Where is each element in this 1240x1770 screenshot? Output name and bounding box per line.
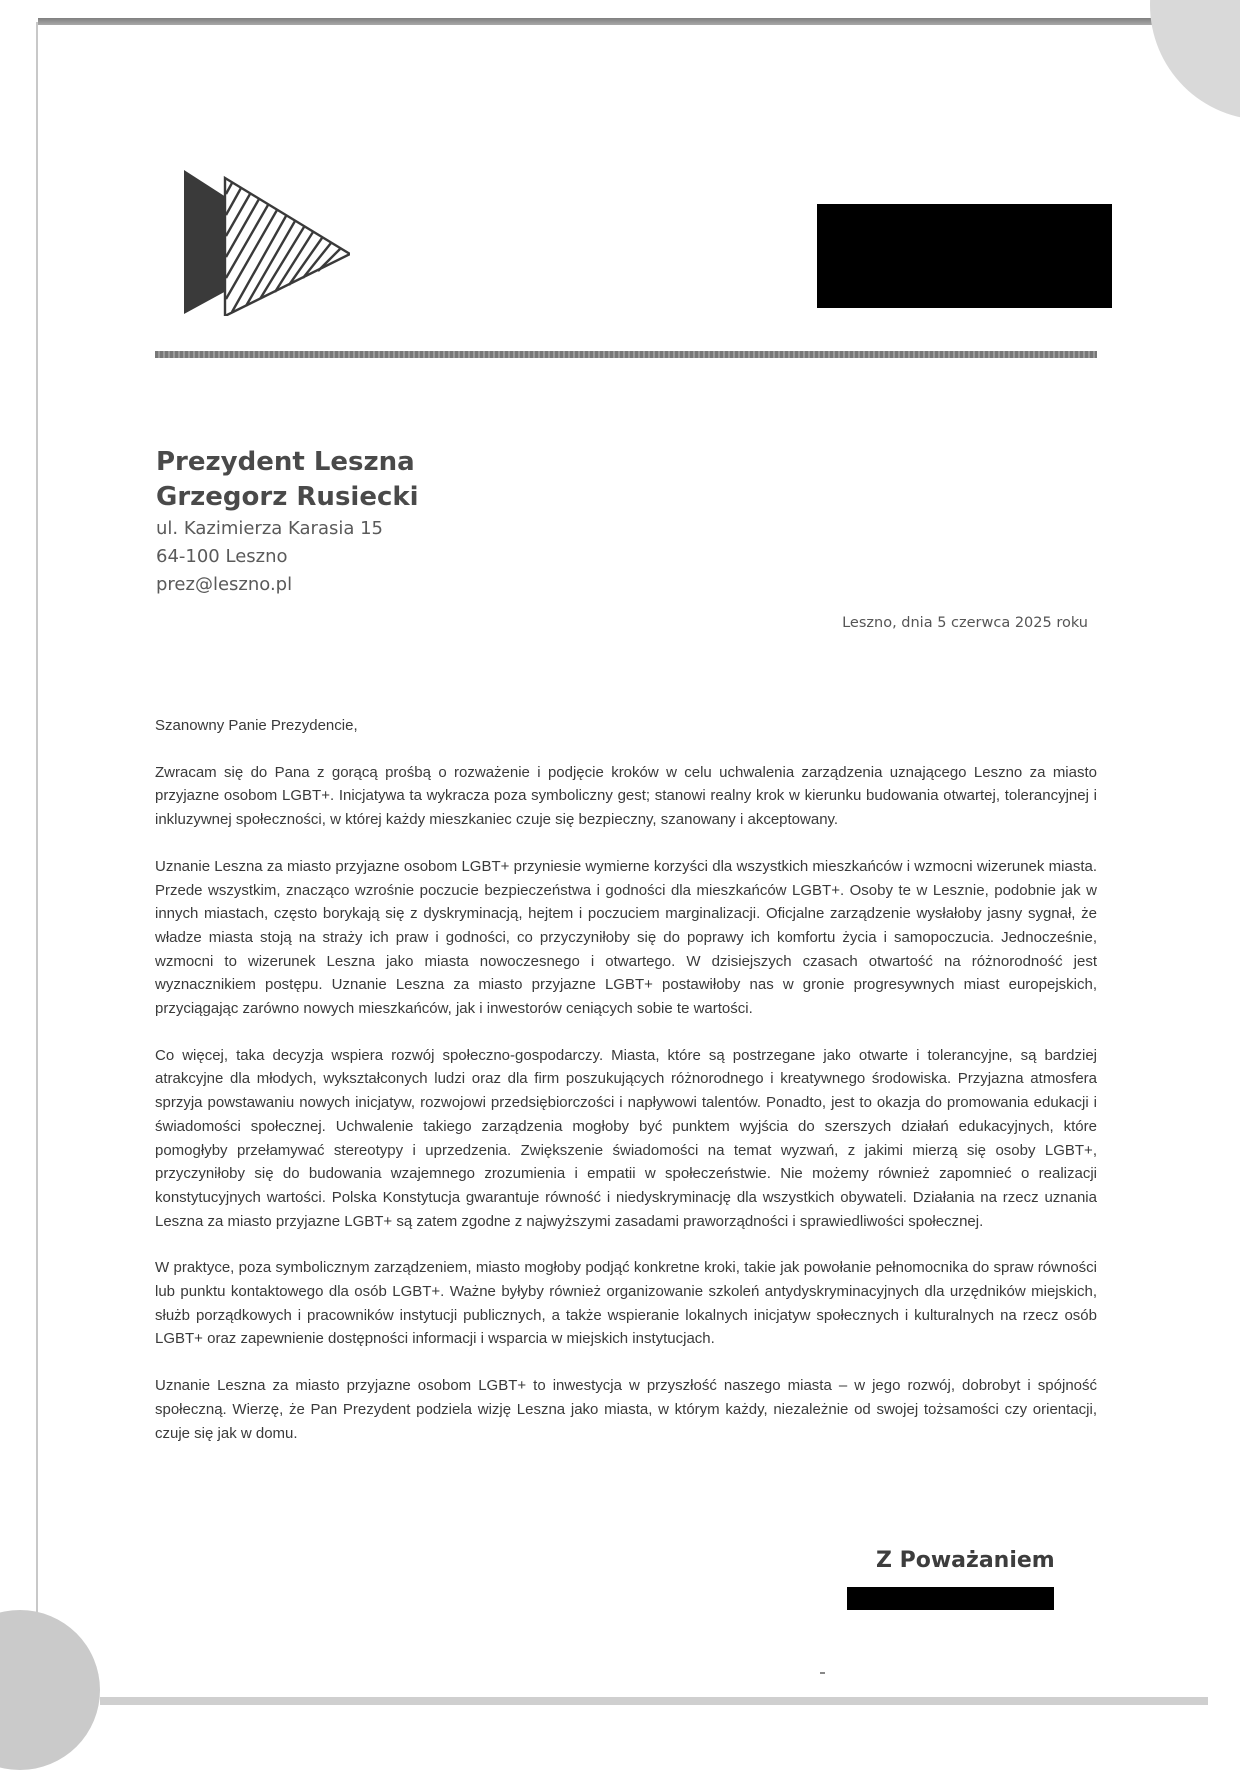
paragraph: Zwracam się do Pana z gorącą prośbą o rozważenie i podjęcie kroków w celu uchwalenia zarządzenia uznającego Leszno za miasto przyjazne osobom LGBT+. Inicjatywa ta wykracza poza symboliczny gest; stanowi realny krok w kierunku budowania otwartej, tolerancyjnej i inkluzywnej społeczności, w której każdy mieszkaniec czuje się bezpieczny, szanowany i akceptowany. — [155, 763, 1097, 829]
striped-triangle-logo-icon — [180, 166, 350, 316]
recipient-city: 64-100 Leszno — [156, 546, 288, 567]
letter-body — [155, 714, 1097, 1468]
recipient-block — [156, 445, 419, 599]
paragraph: Uznanie Leszna za miasto przyjazne osobom LGBT+ to inwestycja w przyszłość naszego miasta – w jego rozwój, dobrobyt i spójność społeczną. Wierzę, że Pan Prezydent podziela wizję Leszna jako miasta, w którym każdy, niezależnie od swojej tożsamości czy orientacji, czuje się jak w domu. — [155, 1377, 1097, 1442]
redaction-box-header — [817, 204, 1112, 308]
scan-bottom-edge — [100, 1697, 1208, 1705]
scan-corner-shadow-top-right — [1150, 0, 1240, 120]
recipient-email: prez@leszno.pl — [156, 574, 293, 595]
date-line: Leszno, dnia 5 czerwca 2025 roku — [842, 615, 1088, 631]
recipient-title: Prezydent Leszna — [156, 447, 415, 477]
header-divider — [155, 351, 1097, 358]
scan-left-edge — [36, 22, 38, 1712]
paragraph: W praktyce, poza symbolicznym zarządzeniem, miasto mogłoby podjąć konkretne kroki, takie jak powołanie pełnomocnika do spraw równości lub punktu kontaktowego dla osób LGBT+. Ważne byłyby również organizowanie szkoleń antydyskryminacyjnych dla urzędników miejskich, służb porządkowych i pracowników instytucji publicznych, a także wspieranie lokalnych inicjatyw społecznych i kulturalnych na rzecz osób LGBT+ oraz zapewnienie dostępności informacji i wsparcia w miejskich instytucjach. — [155, 1259, 1097, 1348]
redaction-box-signature — [847, 1587, 1054, 1610]
paragraph: Co więcej, taka decyzja wspiera rozwój społeczno-gospodarczy. Miasta, które są postrzegane jako otwarte i tolerancyjne, są bardziej atrakcyjne dla młodych, wykształconych ludzi oraz dla firm poszukujących różnorodnego i kreatywnego środowiska. Przyjazna atmosfera sprzyja powstawaniu nowych inicjatyw, rozwojowi przedsiębiorczości i napływowi talentów. Ponadto, jest to okazja do promowania edukacji i świadomości społecznej. Uchwalenie takiego zarządzenia mogłoby być punktem wyjścia do szerszych działań edukacyjnych, które pomogłyby przełamywać stereotypy i uprzedzenia. Zwiększenie świadomości na temat wyzwań, z jakimi mierzą się osoby LGBT+, przyczyniłoby się do budowania wzajemnego zrozumienia i empatii w społeczeństwie. Nie możemy również zapomnieć o realizacji konstytucyjnych wartości. Polska Konstytucja gwarantuje równość i niedyskryminację dla wszystkich obywateli. Działania na rzecz uznania Leszna za miasto przyjazne LGBT+ są zatem zgodne z najwyższymi zasadami praworządności i sprawiedliwości społecznej. — [155, 1046, 1097, 1230]
recipient-street: ul. Kazimierza Karasia 15 — [156, 518, 384, 539]
scan-corner-shadow-bottom-left — [0, 1610, 100, 1770]
salutation: Szanowny Panie Prezydencie, — [155, 717, 358, 734]
scan-speck — [820, 1672, 825, 1674]
recipient-name: Grzegorz Rusiecki — [156, 482, 419, 512]
closing-phrase: Z Poważaniem — [876, 1548, 1055, 1573]
scan-top-edge — [38, 18, 1198, 25]
paragraph: Uznanie Leszna za miasto przyjazne osobom LGBT+ przyniesie wymierne korzyści dla wszystkich mieszkańców i wzmocni wizerunek miasta. Przede wszystkim, znacząco wzrośnie poczucie bezpieczeństwa i godności dla mieszkańców LGBT+. Osoby te w Lesznie, podobnie jak w innych miastach, często borykają się z dyskryminacją, hejtem i poczuciem marginalizacji. Oficjalne zarządzenie wysłałoby jasny sygnał, że władze miasta stoją na straży ich praw i godności, co przyczyniłoby się do poprawy ich komfortu życia i samopoczucia. Jednocześnie, wzmocni to wizerunek Leszna jako miasta nowoczesnego i otwartego. W dzisiejszych czasach otwartość na różnorodność jest wyznacznikiem postępu. Uznanie Leszna za miasto przyjazne LGBT+ postawiłoby nas w gronie progresywnych miast europejskich, przyciągając zarówno nowych mieszkańców, jak i inwestorów ceniących sobie te wartości. — [155, 857, 1097, 1018]
